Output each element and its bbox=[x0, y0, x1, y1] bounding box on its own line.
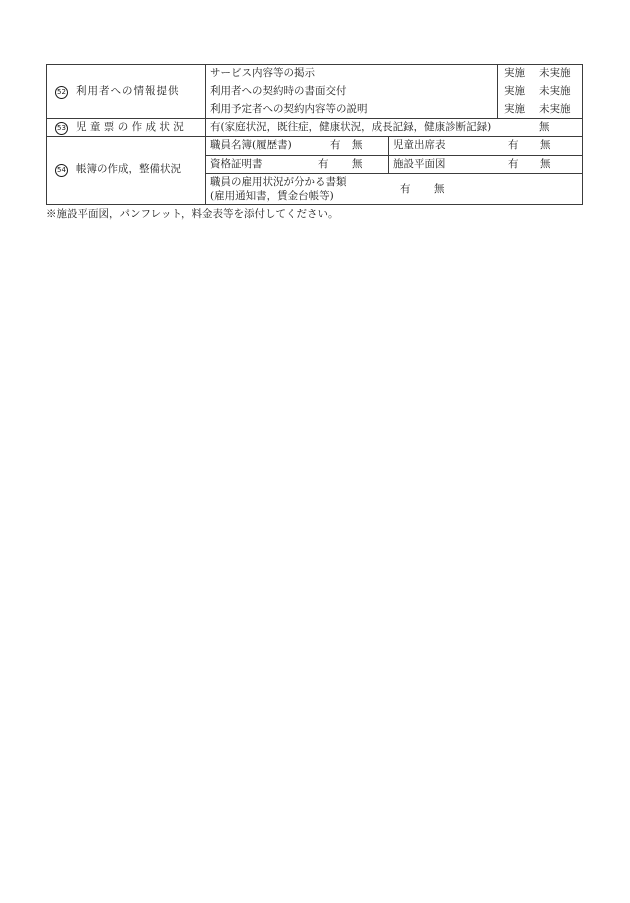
employment-docs-examples: (雇用通知書，賃金台帳等) bbox=[210, 190, 334, 202]
row-label-ledger: 帳簿の作成，整備状況 bbox=[76, 163, 181, 175]
ledger-item-name: 資格証明書 bbox=[210, 158, 263, 170]
option-no: 無 bbox=[540, 158, 551, 170]
option-no: 無 bbox=[434, 183, 445, 195]
option-not-implemented: 未実施 bbox=[539, 103, 571, 115]
option-yes: 有 bbox=[400, 183, 411, 195]
option-no: 無 bbox=[352, 158, 363, 170]
row-label-child-record: 児童票の作成状況 bbox=[76, 121, 188, 133]
row-number-53: 53 bbox=[55, 122, 68, 135]
item-text: 利用予定者への契約内容等の説明 bbox=[210, 103, 368, 115]
option-implemented: 実施 bbox=[504, 85, 525, 97]
option-no: 無 bbox=[352, 139, 363, 151]
ledger-item-name: 職員名簿(履歴書) bbox=[210, 139, 292, 151]
option-none: 無 bbox=[539, 121, 550, 133]
item-text: 利用者への契約時の書面交付 bbox=[210, 85, 347, 97]
option-yes: 有 bbox=[508, 158, 519, 170]
item-text: サービス内容等の掲示 bbox=[210, 67, 315, 79]
option-implemented: 実施 bbox=[504, 67, 525, 79]
employment-docs-label: 職員の雇用状況が分かる書類 bbox=[210, 176, 347, 188]
option-yes: 有 bbox=[330, 139, 341, 151]
child-record-value: 有(家庭状況，既往症，健康状況，成長記録，健康診断記録) bbox=[210, 121, 492, 133]
option-implemented: 実施 bbox=[504, 103, 525, 115]
option-yes: 有 bbox=[318, 158, 329, 170]
row-label-info: 利用者への情報提供 bbox=[76, 85, 180, 97]
footnote: ※施設平面図，パンフレット，料金表等を添付してください。 bbox=[46, 208, 339, 220]
option-not-implemented: 未実施 bbox=[539, 67, 571, 79]
option-yes: 有 bbox=[508, 139, 519, 151]
ledger-item-name: 施設平面図 bbox=[393, 158, 446, 170]
row-number-54: 54 bbox=[55, 164, 68, 177]
ledger-item-name: 児童出席表 bbox=[393, 139, 446, 151]
option-no: 無 bbox=[540, 139, 551, 151]
option-not-implemented: 未実施 bbox=[539, 85, 571, 97]
row-number-52: 52 bbox=[55, 86, 68, 99]
